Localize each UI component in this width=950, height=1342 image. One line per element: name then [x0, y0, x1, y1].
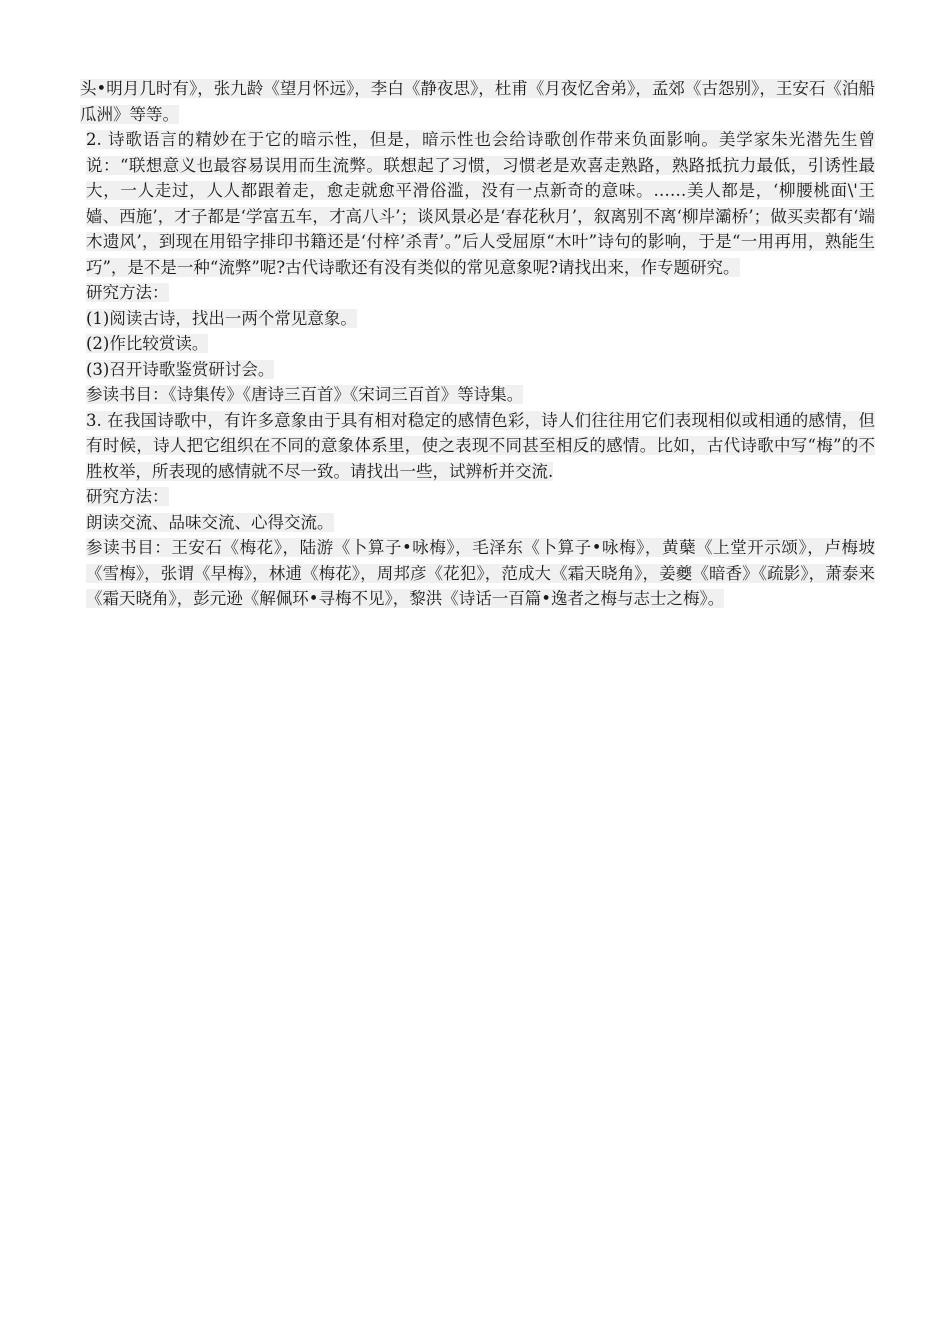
- method-step-2: [80, 331, 875, 357]
- paragraph-item-3: [80, 408, 875, 485]
- paragraph-text: (3)召开诗歌鉴赏研讨会。: [86, 359, 275, 379]
- paragraph-text: 参读书目：王安石《梅花》，陆游《卜算子•咏梅》，毛泽东《卜算子•咏梅》，黄蘖《上堂开示颂》，卢梅坡《雪梅》，张谓《早梅》，林逋《梅花》，周邦彦《花犯》，范成大《霜天晓角》，姜夔《暗香》《疏影》，萧泰来《霜天晓角》，彭元逊《解佩环•寻梅不见》，黎洪《诗话一百篇•逸者之梅与志士之梅》。: [86, 538, 875, 608]
- research-method-heading: [80, 280, 875, 306]
- paragraph-text: 朗读交流、品味交流、心得交流。: [86, 512, 334, 532]
- paragraph-text: 研究方法：: [86, 487, 169, 506]
- reading-list: [80, 535, 875, 612]
- paragraph-text: 3. 在我国诗歌中，有许多意象由于具有相对稳定的感情色彩，诗人们往往用它们表现相似或相通的感情，但有时候，诗人把它组织在不同的意象体系里，使之表现不同甚至相反的感情。比如，古代诗歌中写“梅”的不胜枚举，所表现的感情就不尽一致。请找出一些，试辨析并交流.: [86, 410, 875, 481]
- paragraph-text: (2)作比较赏读。: [86, 334, 209, 353]
- method-step-3: [80, 357, 875, 383]
- method-description: [80, 510, 875, 536]
- paragraph-item-2: [80, 127, 875, 280]
- document-page: [80, 76, 875, 612]
- paragraph-text: (1)阅读古诗，找出一两个常见意象。: [86, 308, 357, 328]
- research-method-heading: [80, 484, 875, 510]
- paragraph-text: 研究方法：: [86, 283, 169, 302]
- paragraph-text: 2. 诗歌语言的精妙在于它的暗示性，但是，暗示性也会给诗歌创作带来负面影响。美学家朱光潜先生曾说：“联想意义也最容易误用而生流弊。联想起了习惯，习惯老是欢喜走熟路，熟路抵抗力最低，引诱性最大，一人走过，人人都跟着走，愈走就愈平滑俗滥，没有一点新奇的意味。……美人都是，‘柳腰桃面\'王嫱、西施’，才子都是‘学富五车，才高八斗’；谈风景必是‘春花秋月’，叙离别不离‘柳岸灞桥’；做买卖都有‘端木遗风’，到现在用铅字排印书籍还是‘付梓’杀青’。”后人受屈原“木叶”诗句的影响，于是“一用再用，熟能生巧”，是不是一种“流弊”呢?古代诗歌还有没有类似的常见意象呢?请找出来，作专题研究。: [86, 130, 875, 277]
- paragraph-continuation: [80, 76, 875, 127]
- paragraph-text: 参读书目：《诗集传》《唐诗三百首》《宋词三百首》等诗集。: [86, 385, 524, 404]
- paragraph-text: 头•明月几时有》，张九龄《望月怀远》，李白《静夜思》，杜甫《月夜忆舍弟》，孟郊《古怨别》，王安石《泊船瓜洲》等等。: [80, 79, 875, 124]
- method-step-1: [80, 306, 875, 332]
- reading-list: [80, 382, 875, 408]
